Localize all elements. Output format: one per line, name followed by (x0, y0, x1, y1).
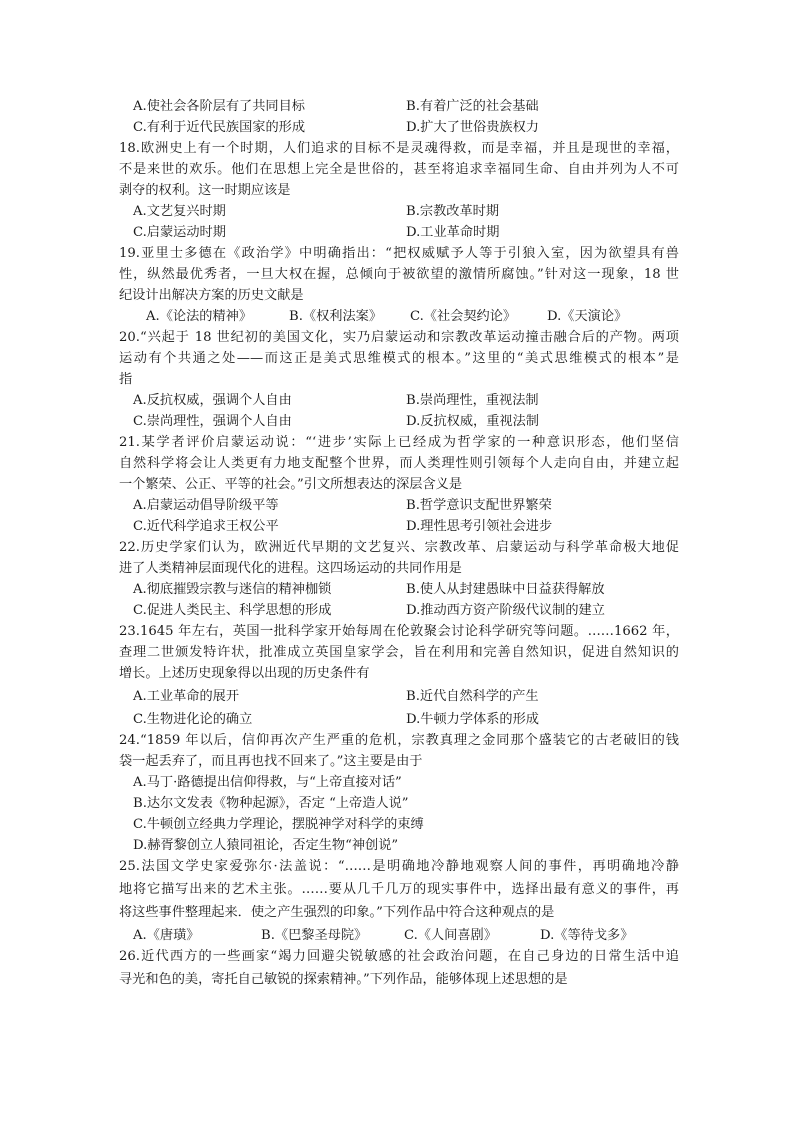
q21-stem-line: 一个繁荣、公正、平等的社会。”引文所想表达的深层含义是 (119, 477, 463, 492)
q23-option-d: D.牛顿力学体系的形成 (406, 712, 539, 727)
q18-option-d: D.工业革命时期 (406, 225, 500, 240)
q23-option-a: A.工业革命的展开 (133, 689, 240, 704)
q18-stem-line: 18.欧洲史上有一个时期，人们追求的目标不是灵魂得救，而是幸福，并且是现世的幸福， (119, 141, 679, 156)
q19-option-b: B.《权利法案》 (289, 309, 383, 324)
q25-stem-line: 地将它描写出来的艺术主张。……要从几千几万的现实事件中，选择出最有意义的事件，再 (119, 882, 679, 897)
q25-option-d: D.《等待戈多》 (540, 928, 634, 943)
q20-option-c: C.崇尚理性，强调个人自由 (133, 414, 292, 429)
q25-option-c: C.《人间喜剧》 (404, 928, 497, 943)
q19-stem-line: 纪设计出解决方案的历史文献是 (119, 288, 304, 303)
q26-stem-line: 26.近代西方的一些画家“竭力回避尖锐敏感的社会政治问题，在自己身边的日常生活中追 (119, 949, 679, 964)
q23-stem-line: 23.1645 年左右，英国一批科学家开始每周在伦敦聚会讨论科学研究等问题。……1662 年， (119, 624, 679, 639)
q19-option-d: D.《天演论》 (547, 309, 628, 324)
q23-option-c: C.生物进化论的确立 (133, 712, 253, 727)
q22-stem-line: 进了人类精神层面现代化的进程。这四场运动的共同作用是 (119, 561, 462, 576)
q25-stem-line: 将这些事件整理起来．使之产生强烈的印象。”下列作品中符合这种观点的是 (119, 905, 555, 920)
q22-option-b: B.使人从封建愚昧中日益获得解放 (406, 582, 605, 597)
q21-option-b: B.哲学意识支配世界繁荣 (406, 498, 552, 513)
q19-option-a: A.《论法的精神》 (146, 309, 253, 324)
q19-stem-line: 19.亚里士多德在《政治学》中明确指出：“把权威赋予人等于引狼入室，因为欲望具有兽 (119, 246, 679, 261)
q24-option-d: D.赫胥黎创立人猿同祖论，否定生物“神创说” (133, 838, 399, 853)
q20-option-d: D.反抗权威，重视法制 (406, 414, 539, 429)
q18-stem-line: 剥夺的权利。这一时期应该是 (119, 183, 291, 198)
q21-stem-line: 自然科学将会让人类更有力地支配整个世界，而人类理性则引领每个人走向自由，并建立起 (119, 456, 679, 471)
q17-option-b: B.有着广泛的社会基础 (406, 99, 539, 114)
q23-stem-line: 增长。上述历史现象得以出现的历史条件有 (119, 666, 370, 681)
q20-stem-line: 20.“兴起于 18 世纪初的美国文化，实乃启蒙运动和宗教改革运动撞击融合后的产物。两项 (119, 330, 679, 345)
q17-option-d: D.扩大了世俗贵族权力 (406, 120, 539, 135)
q22-option-c: C.促进人类民主、科学思想的形成 (133, 603, 332, 618)
q18-option-b: B.宗教改革时期 (406, 204, 500, 219)
q23-stem-line: 查理二世颁发特许状，批准成立英国皇家学会，旨在利用和完善自然知识，促进自然知识的 (119, 645, 679, 660)
q21-option-c: C.近代科学追求王权公平 (133, 519, 279, 534)
q24-option-a: A.马丁·路德提出信仰得救，与“上帝直接对话” (133, 775, 402, 790)
q20-stem-line: 运动有个共通之处——而这正是美式思维模式的根本。”这里的“美式思维模式的根本”是 (119, 351, 679, 366)
q23-option-b: B.近代自然科学的产生 (406, 689, 539, 704)
q25-option-a: A.《唐璜》 (133, 928, 200, 943)
q21-stem-line: 21.某学者评价启蒙运动说：“‘进步’实际上已经成为哲学家的一种意识形态，他们坚信 (119, 435, 679, 450)
q25-option-b: B.《巴黎圣母院》 (261, 928, 368, 943)
q22-option-d: D.推动西方资产阶级代议制的建立 (406, 603, 605, 618)
q24-option-b: B.达尔文发表《物种起源》，否定 “上帝造人说” (133, 796, 409, 811)
q19-stem-line: 性，纵然最优秀者，一旦大权在握，总倾向于被欲望的激情所腐蚀。”针对这一现象，18 世 (119, 267, 679, 282)
q20-option-a: A.反抗权威，强调个人自由 (133, 393, 292, 408)
q20-stem-line: 指 (119, 372, 133, 387)
q19-option-c: C.《社会契约论》 (410, 309, 517, 324)
q24-stem-line: 24.“1859 年以后，信仰再次产生严重的危机，宗教真理之金同那个盛装它的古老破旧的钱 (119, 733, 679, 748)
q21-option-d: D.理性思考引领社会进步 (406, 519, 553, 534)
q18-option-a: A.文艺复兴时期 (133, 204, 226, 219)
q22-stem-line: 22.历史学家们认为，欧洲近代早期的文艺复兴、宗教改革、启蒙运动与科学革命极大地促 (119, 540, 679, 555)
q22-option-a: A.彻底摧毁宗教与迷信的精神枷锁 (133, 582, 332, 597)
q17-option-c: C.有利于近代民族国家的形成 (133, 120, 306, 135)
q17-option-a: A.使社会各阶层有了共同目标 (133, 99, 305, 114)
q20-option-b: B.崇尚理性，重视法制 (406, 393, 539, 408)
q21-option-a: A.启蒙运动倡导阶级平等 (133, 498, 279, 513)
q25-stem-line: 25.法国文学史家爱弥尔·法盖说：“……是明确地冷静地观察人间的事件，再明确地冷静 (119, 859, 679, 874)
q18-stem-line: 不是来世的欢乐。他们在思想上完全是世俗的，甚至将追求幸福同生命、自由并列为人不可 (119, 162, 679, 177)
q26-stem-line: 寻光和色的美，寄托自己敏锐的探索精神。”下列作品，能够体现上述思想的是 (119, 972, 568, 987)
q24-option-c: C.牛顿创立经典力学理论，摆脱神学对科学的束缚 (133, 817, 424, 832)
q18-option-c: C.启蒙运动时期 (133, 225, 226, 240)
q24-stem-line: 袋一起丢弃了，而且再也找不回来了。”这主要是由于 (119, 754, 423, 769)
